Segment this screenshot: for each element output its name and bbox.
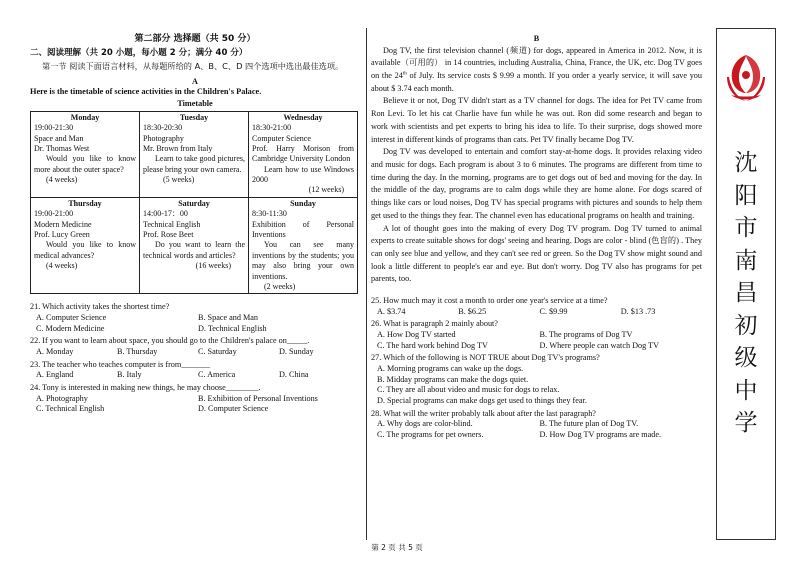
passage-label-b: B: [533, 34, 540, 43]
timetable-row: [31, 197, 358, 294]
timetable-cell: [249, 197, 358, 294]
question: [30, 360, 360, 381]
options: [371, 430, 702, 441]
option[interactable]: D. Computer Science: [198, 404, 269, 414]
day-label: Tuesday: [179, 112, 209, 122]
activity-desc: Learn how to use Windows 2000: [252, 164, 354, 185]
school-char: 昌: [734, 280, 758, 306]
options: [371, 307, 702, 318]
activity-name: Modern Medicine: [34, 219, 92, 229]
option[interactable]: A. Monday: [36, 346, 74, 356]
question-text: 25. How much may it cost a month to order one year's service at a time?: [371, 296, 608, 306]
option[interactable]: B. Thursday: [117, 346, 158, 356]
options: [30, 313, 360, 324]
questions-a: [30, 302, 360, 415]
section-title: 第二部分 选择题（共 50 分）: [134, 34, 256, 44]
options: [371, 419, 702, 430]
passage-heading: Here is the timetable of science activities in the Children's Palace.: [30, 87, 262, 97]
option[interactable]: C. The hard work behind Dog TV: [377, 340, 488, 350]
timetable-cell: [31, 111, 140, 197]
timetable: [30, 111, 358, 295]
option[interactable]: B. Space and Man: [198, 313, 259, 323]
weeks: (4 weeks): [46, 175, 78, 185]
option[interactable]: D. Where people can watch Dog TV: [539, 340, 660, 350]
paragraph-1-sup: th: [402, 71, 407, 77]
passage-label-a: A: [192, 76, 198, 86]
option[interactable]: B. Italy: [117, 370, 142, 380]
option[interactable]: D. $13 .73: [620, 306, 656, 316]
day-label: Monday: [70, 112, 100, 122]
question-text: 28. What will the writer probably talk about after the last paragraph?: [371, 408, 596, 418]
option[interactable]: B. The programs of Dog TV: [539, 329, 633, 339]
option[interactable]: B. Midday programs can make the dogs quiet.: [377, 374, 529, 384]
option[interactable]: D. How Dog TV programs are made.: [539, 429, 662, 439]
question: [30, 302, 360, 334]
time: 18:30-20:30: [143, 123, 183, 133]
day-label: Sunday: [290, 198, 316, 208]
teacher: Prof. Harry Morison from Cambridge University London: [252, 143, 354, 164]
options: [30, 404, 360, 415]
activity-desc: Do you want to learn the technical words and articles?: [143, 240, 245, 260]
teacher: Mr. Brown from Italy: [143, 143, 213, 153]
left-column: [30, 34, 360, 415]
day-label: Saturday: [178, 198, 210, 208]
teacher: Dr. Thomas West: [34, 143, 90, 153]
timetable-cell: [249, 111, 358, 197]
question-text: 27. Which of the following is NOT TRUE about Dog TV's programs?: [371, 353, 600, 363]
question-text: 21. Which activity takes the shortest time?: [30, 302, 170, 312]
options: [371, 341, 702, 352]
school-char: 级: [734, 345, 758, 371]
timetable-row: [31, 111, 358, 197]
activity-name: Photography: [143, 133, 184, 143]
weeks: (2 weeks): [264, 281, 296, 291]
options: [30, 324, 360, 335]
activity-desc: You can see many inventions by the students; you may also bring your own inventions.: [252, 240, 354, 281]
questions-b: [371, 296, 702, 441]
option[interactable]: C. Modern Medicine: [36, 323, 105, 333]
school-char: 中: [734, 377, 758, 404]
option[interactable]: B. The future plan of Dog TV.: [539, 419, 639, 429]
activity-name: Exhibition of Personal Inventions: [252, 219, 354, 240]
weeks: (4 weeks): [46, 261, 78, 271]
question: [30, 336, 360, 357]
school-frame: [716, 28, 776, 540]
question: [30, 383, 360, 415]
option[interactable]: A. How Dog TV started: [377, 329, 456, 339]
question: [371, 353, 702, 406]
option[interactable]: A. Morning programs can wake up the dogs.: [377, 363, 524, 373]
instruction: 第一节 阅读下面语言材料，从每题所给的 A、B、C、D 四个选项中选出最佳选项。: [42, 60, 344, 71]
day-label: Wednesday: [283, 112, 323, 122]
activity-name: Computer Science: [252, 133, 311, 143]
option[interactable]: B. $6.25: [458, 306, 487, 316]
time: 19:00-21:30: [34, 123, 74, 133]
option[interactable]: A. Why dogs are color-blind.: [377, 419, 473, 429]
options: [371, 330, 702, 341]
time: 14:00-17：00: [143, 209, 188, 219]
school-char: 沈: [734, 150, 758, 176]
question: [371, 319, 702, 351]
school-char: 市: [734, 215, 758, 241]
option[interactable]: B. Exhibition of Personal Inventions: [198, 393, 318, 403]
options: [30, 394, 360, 405]
paragraph-3: Dog TV was developed to entertain and comfort stay-at-home dogs. It provides relaxing video and music for dogs. Each program is about 3 to 6 minutes. The programs are different from time to time during the day. In the morning, programs are to get dogs out of bed and moving for the day. In the middle of the day, programs are to calm dogs while they are home alone. For dogs scared of things like cars or loud noises, Dog TV has special programs with pictures and sounds to help them get used to the things they fear. The channel even has educational programs on health and training.: [371, 147, 702, 220]
option[interactable]: D. China: [279, 370, 309, 380]
question-text: 26. What is paragraph 2 mainly about?: [371, 319, 498, 329]
activity-name: Space and Man: [34, 133, 84, 143]
question: [371, 296, 702, 317]
teacher: Prof. Lucy Green: [34, 230, 90, 240]
activity-name: Technical English: [143, 219, 201, 229]
paragraph-1-a: Dog TV, the first television channel (频道) for dogs, appeared in America in 2012. Now, it is available（可用的） in 14 countries, including Australia, China, France, the UK, etc. Dog TV goes on the 24: [371, 45, 702, 81]
teacher: Prof. Rose Beet: [143, 230, 194, 240]
school-name: [717, 147, 775, 440]
options: [30, 347, 360, 358]
timetable-cell: [140, 197, 249, 294]
option[interactable]: A. England: [36, 370, 74, 380]
time: 18:30-21:00: [252, 123, 292, 133]
option[interactable]: C. They are all about video and music for dogs to relax.: [377, 385, 560, 395]
timetable-cell: [140, 111, 249, 197]
school-logo-icon: [721, 49, 771, 109]
weeks: (5 weeks): [163, 175, 195, 185]
option[interactable]: C. Technical English: [36, 404, 105, 414]
option[interactable]: A. $3.74: [377, 306, 406, 316]
table-title: Timetable: [177, 99, 213, 109]
activity-desc: Would you like to know medical advances?: [34, 240, 136, 260]
option[interactable]: C. The programs for pet owners.: [377, 429, 484, 439]
school-char: 学: [734, 410, 758, 436]
option[interactable]: A. Computer Science: [36, 313, 107, 323]
paragraph-4: A lot of thought goes into the making of every Dog TV program. Dog TV turned to animal experts to create suitable shows for dogs' seeing and hearing. Dogs are color - blind (色盲的) . They can only see blue and yellow, and they can't see red or green. So the Dog TV show might sound and look a little different to people's ear and eye. But don't worry. Dog TV also has programs for pet parents, too.: [371, 223, 702, 284]
page-footer: 第 2 页 共 5 页: [371, 543, 423, 552]
question: [371, 409, 702, 441]
right-column: [371, 34, 702, 441]
timetable-cell: [31, 197, 140, 294]
question-text: 24. Tony is interested in making new things, he may choose________.: [30, 382, 261, 392]
option[interactable]: C. $9.99: [539, 306, 568, 316]
school-char: 南: [734, 247, 758, 274]
paragraph-1-b: of July. Its service costs $ 9.99 a month. If you order a yearly service, it will save you about $ 3.74 each month.: [371, 71, 702, 93]
options: [30, 370, 360, 381]
time: 19:00-21:00: [34, 209, 74, 219]
question-text: 22. If you want to learn about space, you should go to the Children's palace on_____.: [30, 336, 310, 346]
question-text: 23. The teacher who teaches computer is from_______: [30, 359, 210, 369]
option[interactable]: C. Saturday: [198, 346, 237, 356]
column-divider: [366, 28, 367, 540]
activity-desc: Would you like to know more about the outer space?: [34, 154, 136, 174]
paragraph-2: Believe it or not, Dog TV didn't start as a TV channel for dogs. The idea for Pet TV came from Ron Levi. To let his cat Charlie have fun while he was out. Ron did some research and began to work with scientists and pet experts to bring his idea to life. To their surprise, dogs showed more interest in different kinds of programs than cats. Pet TV finally became Dog TV.: [371, 96, 702, 144]
school-char: 阳: [734, 182, 758, 209]
time: 8:30-11:30: [252, 209, 287, 219]
option[interactable]: D. Special programs can make dogs get used to things they fear.: [377, 395, 587, 405]
activity-desc: Learn to take good pictures, please bring your own camera.: [143, 154, 245, 174]
option[interactable]: D. Technical English: [198, 323, 267, 333]
option[interactable]: D. Sunday: [279, 346, 314, 356]
weeks: (16 weeks): [195, 261, 231, 271]
option[interactable]: C. America: [198, 370, 236, 380]
day-label: Thursday: [68, 198, 102, 208]
weeks: (12 weeks): [308, 185, 344, 195]
school-char: 初: [734, 312, 758, 339]
paragraph-1: [371, 45, 702, 96]
option[interactable]: A. Photography: [36, 393, 88, 403]
part-title: 二、阅读理解（共 20 小题，每小题 2 分；满分 40 分）: [30, 47, 248, 58]
